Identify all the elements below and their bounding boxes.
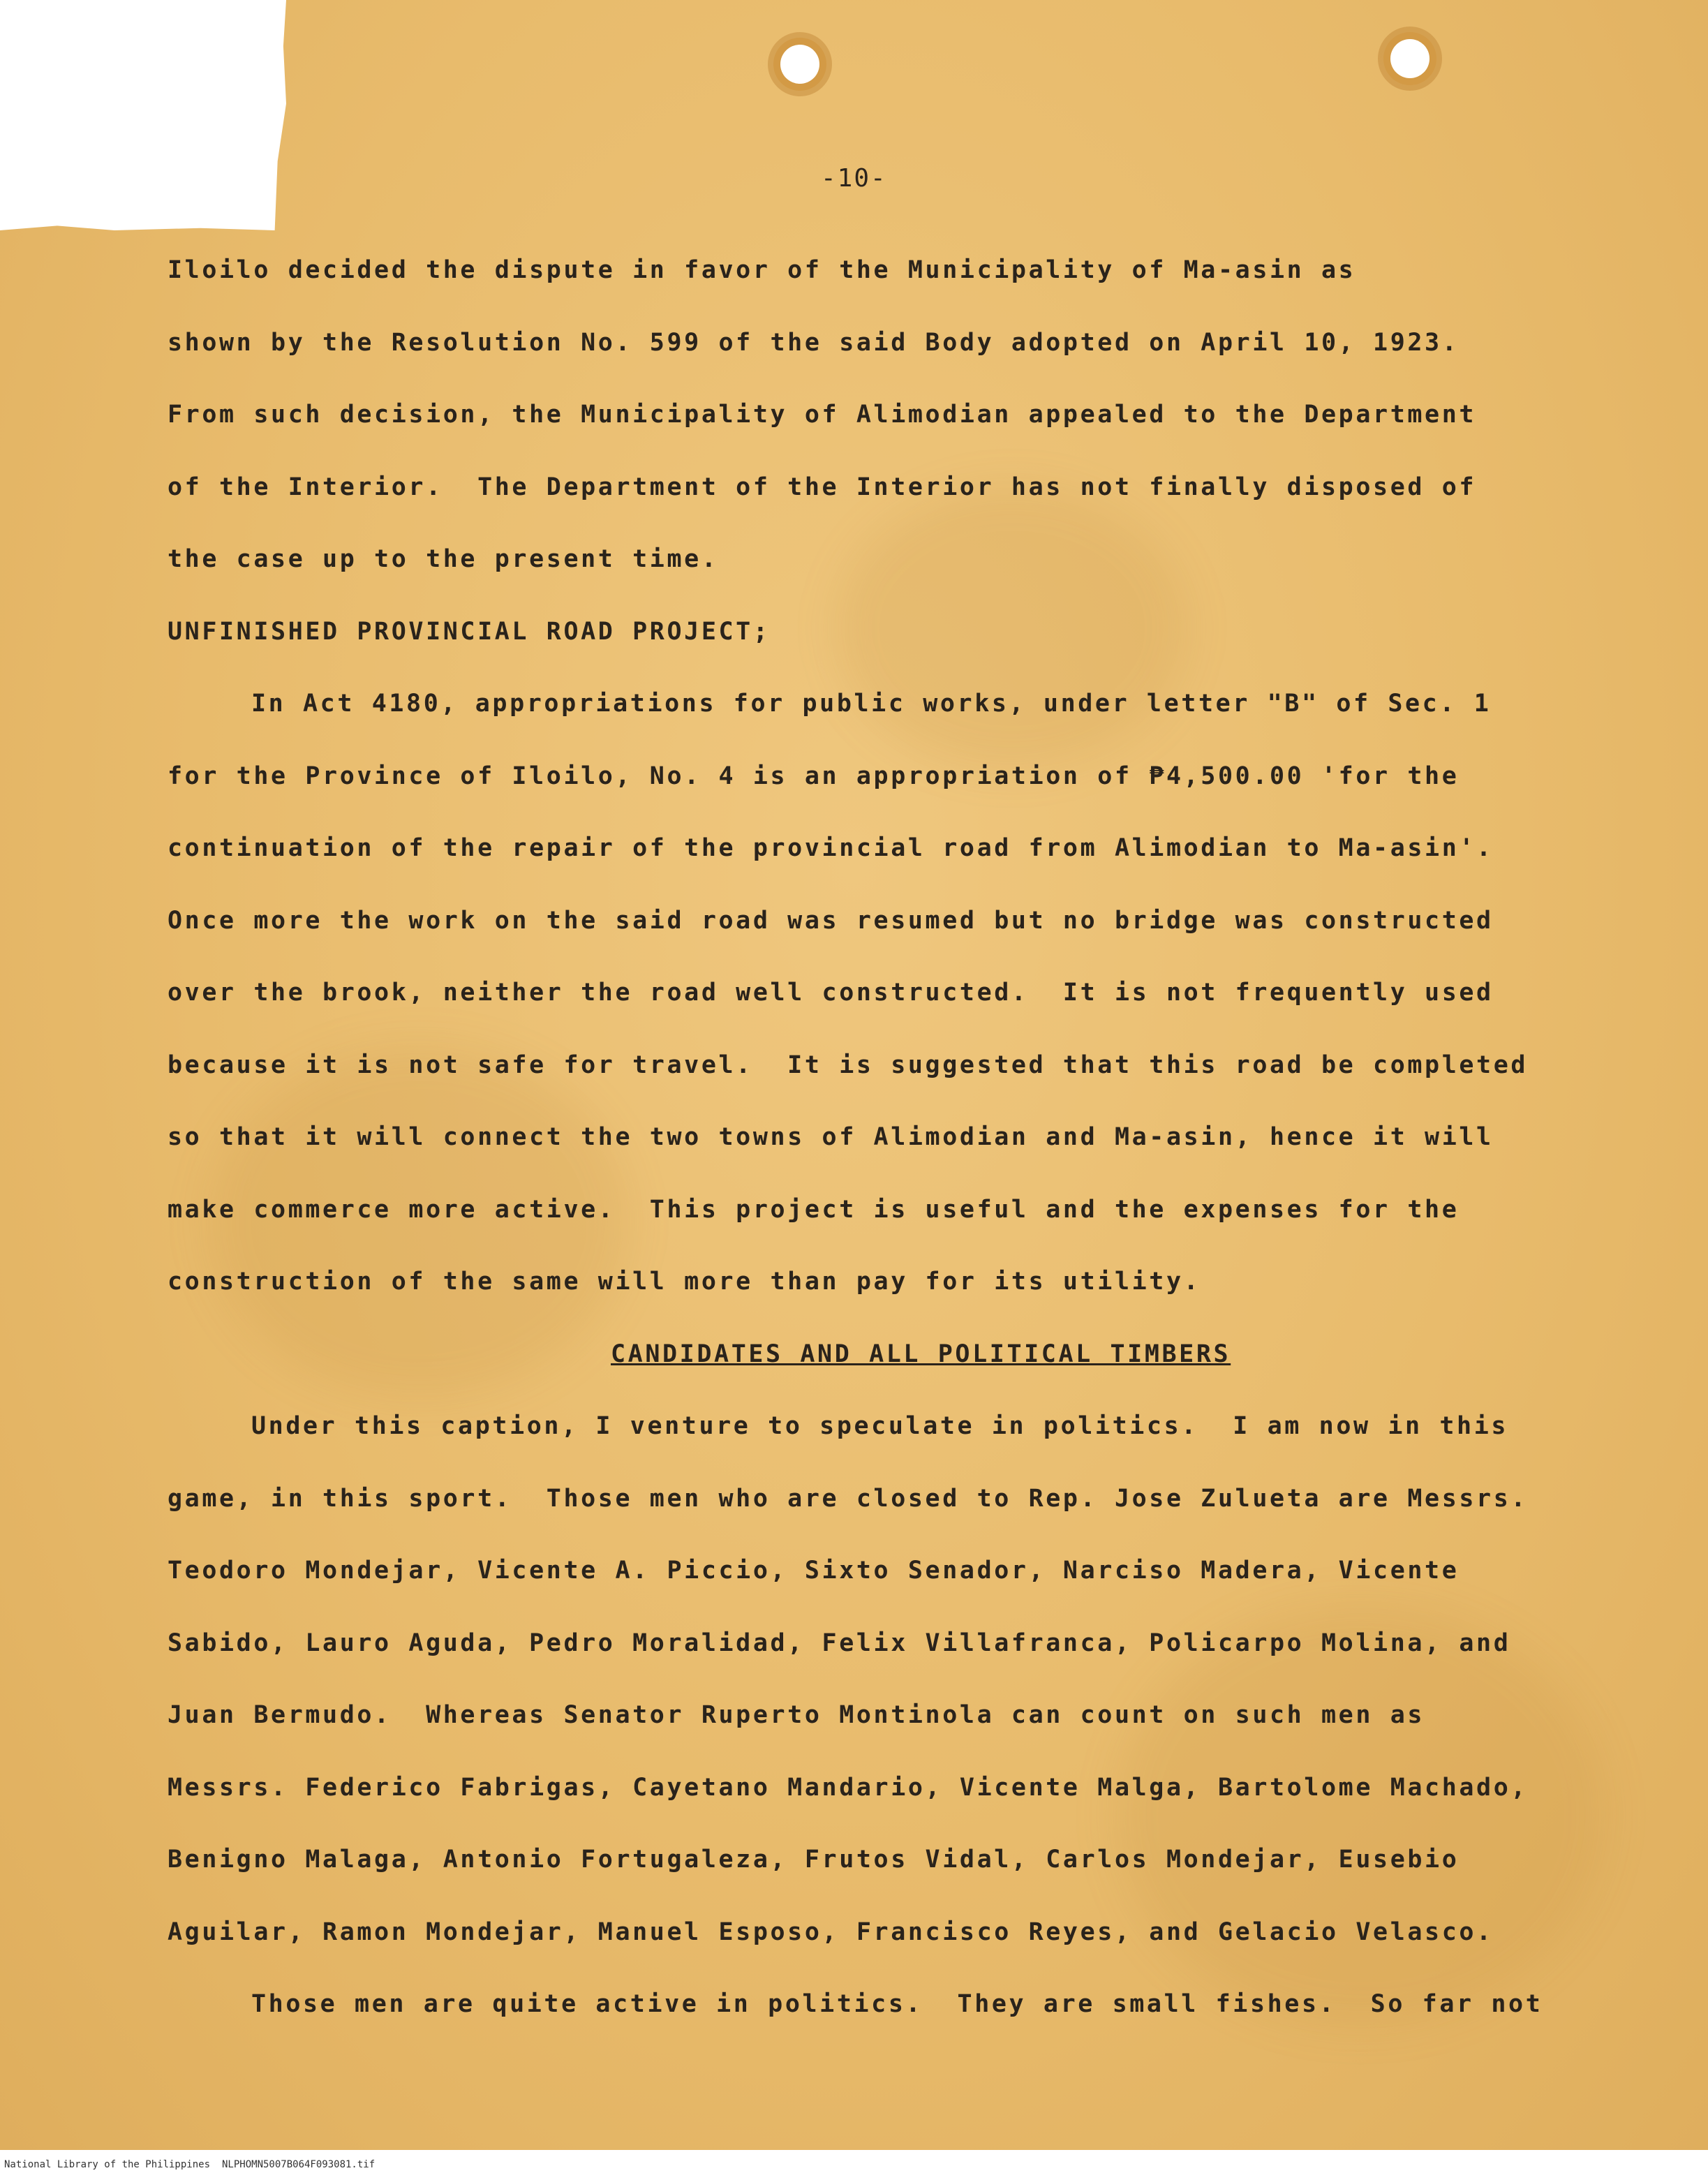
text-line: Aguilar, Ramon Mondejar, Manuel Esposo, Francisco Reyes, and Gelacio Velasco. [168,1918,1494,1946]
text-line: Those men are quite active in politics. They are small fishes. So far not [251,1990,1543,2018]
text-line: In Act 4180, appropriations for public works, under letter "B" of Sec. 1 [251,690,1492,718]
text-line: Teodoro Mondejar, Vicente A. Piccio, Sixto Senador, Narciso Madera, Vicente [168,1557,1460,1585]
scan-footer [0,2157,1708,2173]
text-line: over the brook, neither the road well constructed. It is not frequently used [168,979,1494,1007]
file-name: NLPHOMN5007B064F093081.tif [222,2159,376,2170]
text-line: continuation of the repair of the provincial road from Alimodian to Ma-asin'. [168,834,1494,862]
text-line: UNFINISHED PROVINCIAL ROAD PROJECT; [168,617,771,646]
punch-hole [1390,39,1429,78]
typewritten-body [168,235,1598,2041]
text-line: From such decision, the Municipality of Alimodian appealed to the Department [168,401,1477,429]
text-line: Under this caption, I venture to speculate in politics. I am now in this [251,1412,1509,1440]
section-heading: CANDIDATES AND ALL POLITICAL TIMBERS [611,1340,1231,1368]
text-line: make commerce more active. This project is useful and the expenses for the [168,1195,1460,1224]
text-line: Benigno Malaga, Antonio Fortugaleza, Frutos Vidal, Carlos Mondejar, Eusebio [168,1846,1460,1874]
text-line: Juan Bermudo. Whereas Senator Ruperto Montinola can count on such men as [168,1701,1425,1729]
text-line: of the Interior. The Department of the Interior has not finally disposed of [168,473,1477,501]
text-line: game, in this sport. Those men who are closed to Rep. Jose Zulueta are Messrs. [168,1484,1529,1513]
page-number: -10- [821,164,887,193]
text-line: Once more the work on the said road was resumed but no bridge was constructed [168,906,1494,935]
text-line: for the Province of Iloilo, No. 4 is an appropriation of ₱4,500.00 'for the [168,762,1460,790]
text-line: Messrs. Federico Fabrigas, Cayetano Mandario, Vicente Malga, Bartolome Machado, [168,1773,1529,1802]
text-line: Sabido, Lauro Aguda, Pedro Moralidad, Felix Villafranca, Policarpo Molina, and [168,1629,1511,1657]
text-line: Iloilo decided the dispute in favor of the Municipality of Ma-asin as [168,256,1356,284]
torn-corner [0,0,286,230]
text-line: shown by the Resolution No. 599 of the said Body adopted on April 10, 1923. [168,328,1460,357]
library-credit: National Library of the Philippines [4,2159,211,2170]
text-line: because it is not safe for travel. It is suggested that this road be completed [168,1051,1529,1079]
text-line: the case up to the present time. [168,545,719,573]
punch-hole [780,45,819,84]
text-line: construction of the same will more than pay for its utility. [168,1268,1201,1296]
text-line: so that it will connect the two towns of Alimodian and Ma-asin, hence it will [168,1123,1494,1151]
